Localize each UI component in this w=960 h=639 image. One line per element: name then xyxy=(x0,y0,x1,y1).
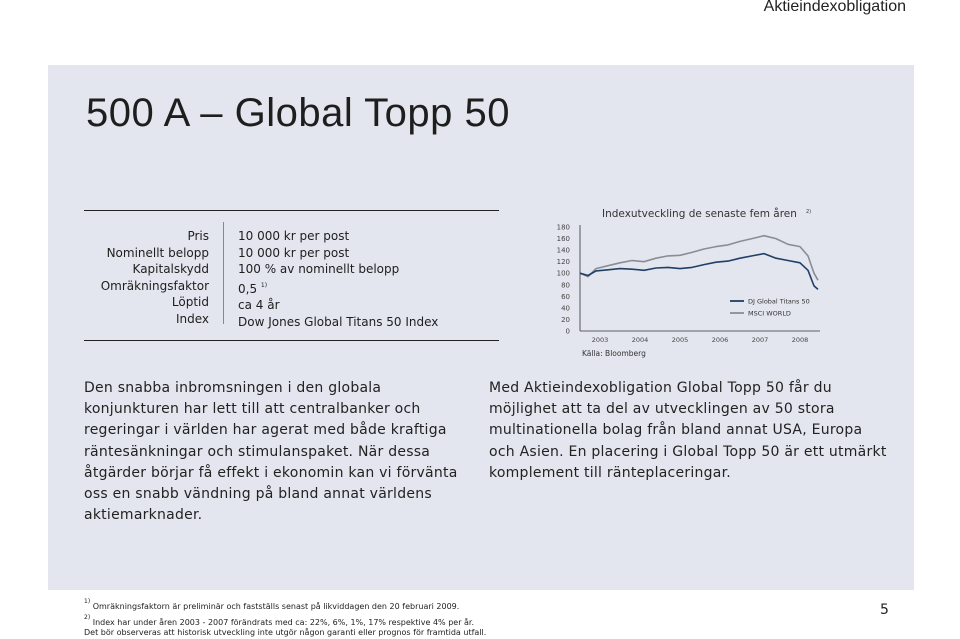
facts-top-rule xyxy=(84,210,499,211)
x-tick-label: 2008 xyxy=(791,336,809,344)
fact-label: Nominellt belopp xyxy=(106,245,209,260)
series-line xyxy=(580,254,818,290)
y-tick-label: 140 xyxy=(556,246,570,255)
fact-label: Index xyxy=(175,311,209,326)
footnote-mark: 1) xyxy=(260,281,268,289)
y-tick-label: 80 xyxy=(561,281,570,290)
fact-label: Kapitalskydd xyxy=(132,262,209,276)
fact-label: Löptid xyxy=(171,295,209,309)
facts-values xyxy=(238,228,493,330)
body-text-left: Den snabba inbromsningen i den globala konjunkturen har lett till att centralbanker och regeringar i världen har agerat med både kraftiga räntesänkningar och stimulanspaket. När dessa åtgärder börjar få effekt i ekonomin kan vi förvänta oss en snabb vändning på bland annat världens aktiemarknader. xyxy=(84,380,458,524)
footnote: Det bör observeras att historisk utveckling inte utgör någon garanti eller prognos för framtida utfall. xyxy=(84,628,487,638)
fact-value: 100 % av nominellt belopp xyxy=(238,262,400,276)
fact-label: Pris xyxy=(187,229,209,243)
fact-label: Omräkningsfaktor xyxy=(100,278,209,293)
y-tick-label: 40 xyxy=(561,304,570,313)
x-tick-label: 2003 xyxy=(591,336,609,344)
legend-label: MSCI WORLD xyxy=(748,309,791,318)
y-tick-label: 60 xyxy=(561,292,570,301)
body-text-right: Med Aktieindexobligation Global Topp 50 får du möjlighet att ta del av utvecklingen av 50 stora multinationella bolag från bland annat USA, Europa och Asien. En placering i Global Topp 50 är ett utmärkt komplement till ränteplaceringar. xyxy=(489,380,887,481)
x-tick-label: 2007 xyxy=(751,336,769,344)
fact-value: ca 4 år xyxy=(238,298,280,312)
facts-bottom-rule xyxy=(84,340,499,341)
y-tick-label: 100 xyxy=(556,269,570,278)
fact-value: 10 000 kr per post xyxy=(238,229,350,243)
x-tick-label: 2004 xyxy=(631,336,649,344)
footnote: $^{2)}$ Index har under åren 2003 - 2007 förändrats med ca: 22%, 6%, 1%, 17% respektive 4% per år. xyxy=(84,613,475,627)
y-tick-label: 180 xyxy=(556,223,570,232)
x-tick-label: 2006 xyxy=(711,336,729,344)
chart-title-footnote-mark: 2) xyxy=(806,209,812,215)
series-line xyxy=(580,236,818,281)
facts-divider xyxy=(223,222,224,324)
facts-labels xyxy=(84,228,209,327)
index-chart xyxy=(540,203,840,363)
footnote: $^{1)}$ Omräkningsfaktorn är preliminär och fastställs senast på likviddagen den 20 februari 2009. xyxy=(84,598,460,611)
legend-label: DJ Global Titans 50 xyxy=(748,297,810,306)
x-tick-label: 2005 xyxy=(671,336,689,344)
page-number: 5 xyxy=(880,602,889,618)
footnotes xyxy=(84,597,486,639)
y-tick-label: 20 xyxy=(561,315,570,324)
chart-source: Källa: Bloomberg xyxy=(582,349,646,358)
section-title: Aktieindexobligation xyxy=(763,0,906,15)
page-title: 500 A – Global Topp 50 xyxy=(86,91,510,135)
fact-value: Dow Jones Global Titans 50 Index xyxy=(238,314,439,329)
chart-title: Indexutveckling de senaste fem åren xyxy=(602,208,797,220)
y-tick-label: 160 xyxy=(556,235,570,244)
y-tick-label: 0 xyxy=(565,327,570,336)
y-tick-label: 120 xyxy=(556,258,570,267)
fact-value: 10 000 kr per post xyxy=(238,245,350,260)
fact-value: 0,5 $^{1)}$ xyxy=(238,281,268,296)
index-chart-svg xyxy=(540,203,840,363)
